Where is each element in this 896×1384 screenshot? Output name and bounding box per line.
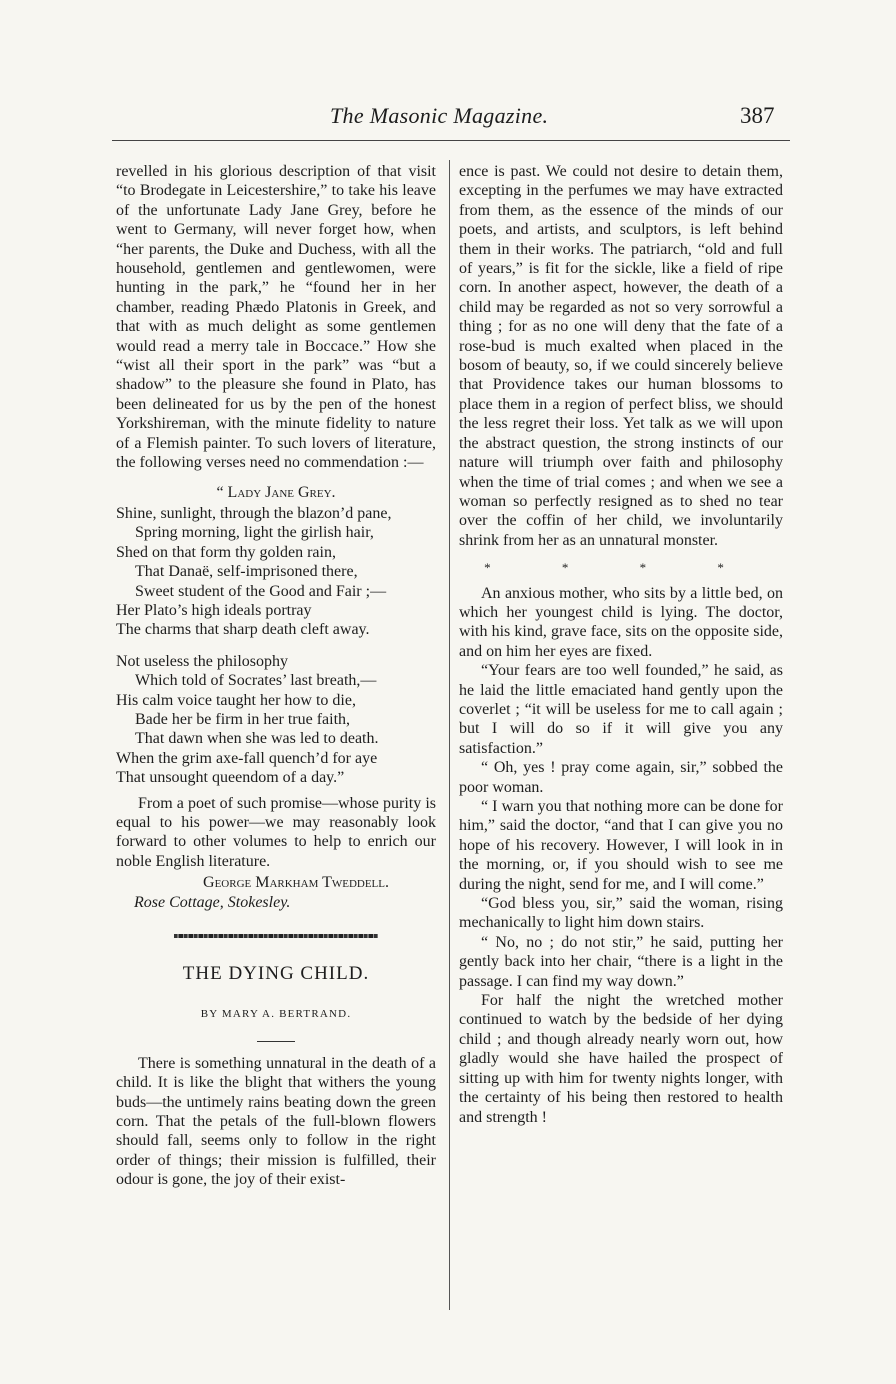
paragraph: “ Oh, yes ! pray come again, sir,” sobbed the poor woman. xyxy=(459,759,783,796)
signature-name: George Markham Tweddell. xyxy=(203,874,389,892)
section-title: THE DYING CHILD. xyxy=(182,963,370,985)
poem-line: His calm voice taught her how to die, xyxy=(116,691,356,709)
poem-line: Which told of Socrates’ last breath,— xyxy=(135,672,377,690)
paragraph: For half the night the wretched mother continued to watch by the bedside of her dying child ; and though already nearly worn out, how gladly would she have hailed the prospect of sitting up with him for twenty nights longer, with the certainty of his being then restored to health and strength ! xyxy=(459,992,783,1126)
paragraph: “ I warn you that nothing more can be done for him,” said the doctor, “and that I can give you no hope of his recovery. However, I will look in in the morning, or, if you should wish to see me during the night, send for me, and I will come.” xyxy=(459,798,783,893)
paragraph: “ No, no ; do not stir,” he said, putting her gently back into her chair, “there is a light in the passage. I can find my way down.” xyxy=(459,933,783,990)
paragraph: “Your fears are too well founded,” he said, as he laid the little emaciated hand gently upon the coverlet ; “it will be useless for me to call again ; but I will do so if it will give you any satisfaction.” xyxy=(459,662,783,757)
ornamental-rule xyxy=(174,934,378,938)
running-title: The Masonic Magazine. xyxy=(330,103,549,128)
poem-line: Sweet student of the Good and Fair ;— xyxy=(135,582,387,600)
poem-line: The charms that sharp death cleft away. xyxy=(116,621,370,639)
poem-line: That dawn when she was led to death. xyxy=(135,730,379,748)
poem-line: Shed on that form thy golden rain, xyxy=(116,543,336,561)
header-rule xyxy=(112,140,790,141)
poem-line: Shine, sunlight, through the blazon’d pane, xyxy=(116,504,392,522)
column-divider xyxy=(449,160,450,1310)
paragraph: An anxious mother, who sits by a little bed, on which her youngest child is lying. The doctor, with his kind, grave face, sits on the opposite side, and on him her eyes are fixed. xyxy=(459,584,783,660)
poem-stanza-1 xyxy=(116,504,436,640)
poem-line: That unsought queendom of a day.” xyxy=(116,769,345,787)
intro-paragraph: revelled in his glorious description of that visit “to Brodegate in Leicestershire,” to take his leave of the unfortunate Lady Jane Grey, before he went to Germany, will never forget how, when “her parents, the Duke and Duchess, with all the household, gentlemen and gentlewomen, were hunting in the park,” he “found her in her chamber, reading Phædo Platonis in Greek, and that with as much delight as some gentlemen would read a merry tale in Boccace.” How she “wist all their sport in the park” was “but a shadow” to the pleasure she found in Plato, has been delineated for us by the pen of the honest Yorkshireman, with the minute fidelity to nature of a Flemish painter. To such lovers of literature, the following verses need no commendation :— xyxy=(116,163,436,472)
poem-title: “ Lady Jane Grey. xyxy=(216,483,336,501)
paragraph: ence is past. We could not desire to detain them, excepting in the perfumes we may have extracted from them, as the essence of the minds of our poets, and artists, and sculptors, is left behind them in their works. The patriarch, “old and full of years,” is fit for the sickle, like a field of ripe corn. In another aspect, however, the death of a child may be regarded as not so very sorrowful a thing ; for as no one will deny that the fate of a rose-bud is much exalted when placed in the bosom of beauty, so, if we could sincerely believe that Providence takes our human blossoms to place them in a region of perfect bliss, we should the less regret their loss. Yet talk as we will upon the abstract question, the strong instincts of our nature will triumph over faith and philosophy when the time of trial comes ; and when we see a woman so perfectly resigned as to shed no tear over the coffin of her child, we involuntarily shrink from her as an unnatural monster. xyxy=(459,163,783,549)
right-column xyxy=(459,162,783,1127)
poem-line: That Danaë, self-imprisoned there, xyxy=(135,563,358,581)
poem-line: When the grim axe-fall quench’d for aye xyxy=(116,749,378,767)
poem-line: Not useless the philosophy xyxy=(116,652,288,670)
left-column xyxy=(116,162,436,1190)
page-number: 387 xyxy=(740,103,775,128)
short-rule xyxy=(257,1041,295,1042)
section-break-stars: * * * * xyxy=(484,560,758,576)
poem-line: Bade her be firm in her true faith, xyxy=(135,710,351,728)
closing-paragraph: From a poet of such promise—whose purity is equal to his power—we may reasonably look forward to other volumes to help to enrich our noble English literature. xyxy=(116,794,436,870)
poem-stanza-2 xyxy=(116,652,436,788)
poem-line: Spring morning, light the girlish hair, xyxy=(135,524,374,542)
poem-line: Her Plato’s high ideals portray xyxy=(116,601,312,619)
paragraph: “God bless you, sir,” said the woman, rising mechanically to light him down stairs. xyxy=(459,895,783,932)
byline: BY MARY A. BERTRAND. xyxy=(200,1008,352,1021)
signature-location: Rose Cottage, Stokesley. xyxy=(134,893,291,911)
section-paragraph: There is something unnatural in the death of a child. It is like the blight that withers the young buds—the untimely rains beating down the green corn. That the petals of the full-blown flowers should fall, seems only to follow in the right order of things; their mission is fulfilled, their odour is gone, the joy of their exist- xyxy=(116,1054,436,1189)
